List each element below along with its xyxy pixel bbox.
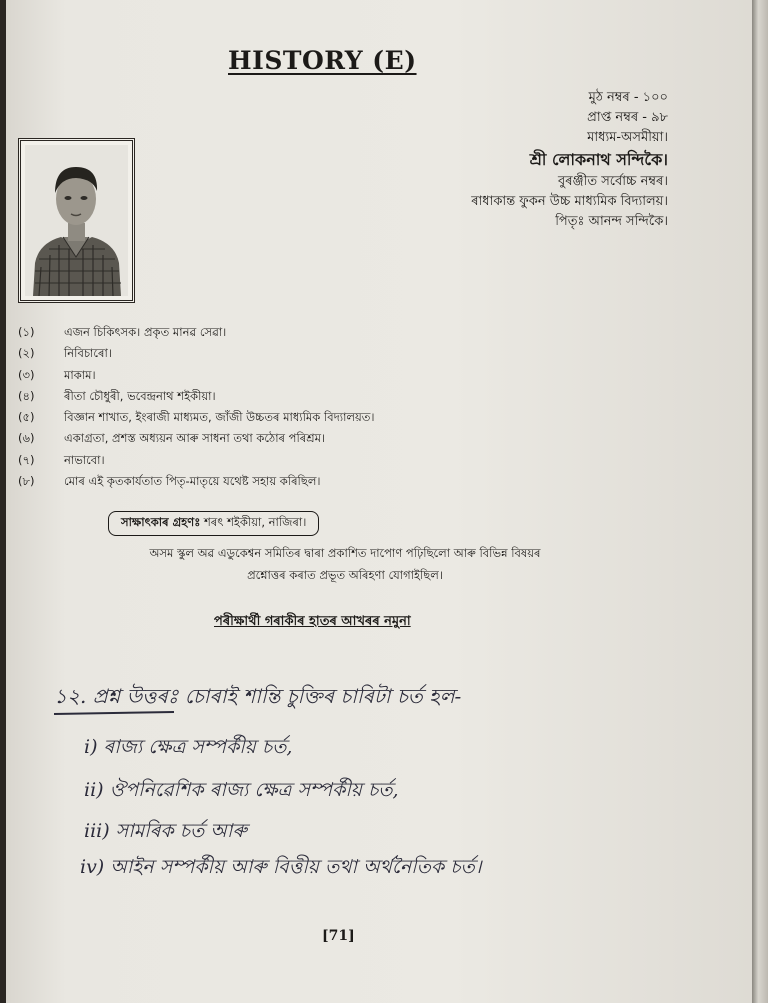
student-photo bbox=[25, 145, 128, 296]
handwriting-heading: ১২. প্ৰশ্ন উত্তৰঃ চোৰাই শান্তি চুক্তিৰ চাৰিটা চৰ্ত হল- bbox=[54, 684, 462, 708]
handwriting-sample-title: পৰীক্ষাৰ্থী গৰাকীৰ হাতৰ আখৰৰ নমুনা bbox=[214, 614, 411, 629]
acknowledgement-line-1: অসম স্কুল অৱ এডুকেশ্বন সমিতিৰ দ্বাৰা প্ৰকাশিত দাপোণ পঢ়িছিলো আৰু বিভিন্ন বিষয়ৰ bbox=[149, 546, 541, 560]
student-info bbox=[471, 88, 668, 232]
handwriting-item-4: iv) আইন সম্পৰ্কীয় আৰু বিত্তীয় তথা অৰ্থনৈতিক চৰ্ত। bbox=[80, 856, 482, 878]
medium: মাধ্যম-অসমীয়া। bbox=[587, 130, 668, 145]
interview-label: সাক্ষাৎকাৰ গ্ৰহণঃ bbox=[121, 515, 201, 529]
answer-row: (৪) ৰীতা চৌধুৰী, ভবেন্দ্ৰনাথ শইকীয়া। bbox=[18, 388, 216, 403]
student-photo-frame bbox=[18, 138, 135, 303]
page-title: HISTORY (E) bbox=[228, 46, 417, 75]
student-name: শ্ৰী লোকনাথ সন্দিকৈ। bbox=[529, 150, 668, 169]
acknowledgement-line-2: প্ৰশ্নোত্তৰ কৰাত প্ৰভূত অৰিহণা যোগাইছিল। bbox=[247, 568, 443, 582]
answer-row: (৭) নাভাবো। bbox=[18, 452, 105, 467]
handwriting-item-2: ii) ঔপনিৱেশিক ৰাজ্য ক্ষেত্ৰ সম্পৰ্কীয় চৰ্ত, bbox=[84, 779, 399, 801]
total-marks: মুঠ নম্বৰ - ১০০ bbox=[588, 90, 668, 105]
answer-row: (২) নিবিচাৰো। bbox=[18, 346, 112, 361]
answers-list bbox=[18, 322, 375, 492]
answer-row: (৮) মোৰ এই কৃতকাৰ্যতাত পিতৃ-মাতৃয়ে যথেষ্ট সহায় কৰিছিল। bbox=[18, 474, 321, 489]
interview-credit-box bbox=[108, 511, 319, 536]
school-name: ৰাধাকান্ত ফুকন উচ্চ মাধ্যমিক বিদ্যালয়। bbox=[471, 194, 668, 209]
page-edge bbox=[752, 0, 768, 1003]
answer-row: (৫) বিজ্ঞান শাখাত, ইংৰাজী মাধ্যমত, জাঁজী উচ্চতৰ মাধ্যমিক বিদ্যালয়ত। bbox=[18, 410, 375, 425]
answer-row: (৩) মাকাম। bbox=[18, 367, 96, 382]
answer-row: (১) এজন চিকিৎসক। প্ৰকৃত মানৱ সেৱা। bbox=[18, 325, 227, 339]
portrait-image bbox=[25, 145, 128, 296]
acknowledgement bbox=[100, 542, 590, 586]
father-name: পিতৃঃ আনন্দ সন্দিকৈ। bbox=[555, 214, 668, 229]
handwriting-item-1: i) ৰাজ্য ক্ষেত্ৰ সম্পৰ্কীয় চৰ্ত, bbox=[84, 736, 293, 758]
handwriting-item-3: iii) সামৰিক চৰ্ত আৰু bbox=[84, 820, 247, 842]
answer-row: (৬) একাগ্ৰতা, প্ৰশস্ত অধ্যয়ন আৰু সাধনা তথা কঠোৰ পৰিশ্ৰম। bbox=[18, 431, 326, 446]
page-number: [71] bbox=[322, 928, 355, 944]
interview-value: শৰৎ শইকীয়া, নাজিৰা। bbox=[204, 515, 307, 529]
obtained-marks: প্ৰাপ্ত নম্বৰ - ৯৮ bbox=[587, 110, 668, 125]
highest-marks-note: বুৰঞ্জীত সৰ্বোচ্চ নম্বৰ। bbox=[557, 174, 668, 189]
